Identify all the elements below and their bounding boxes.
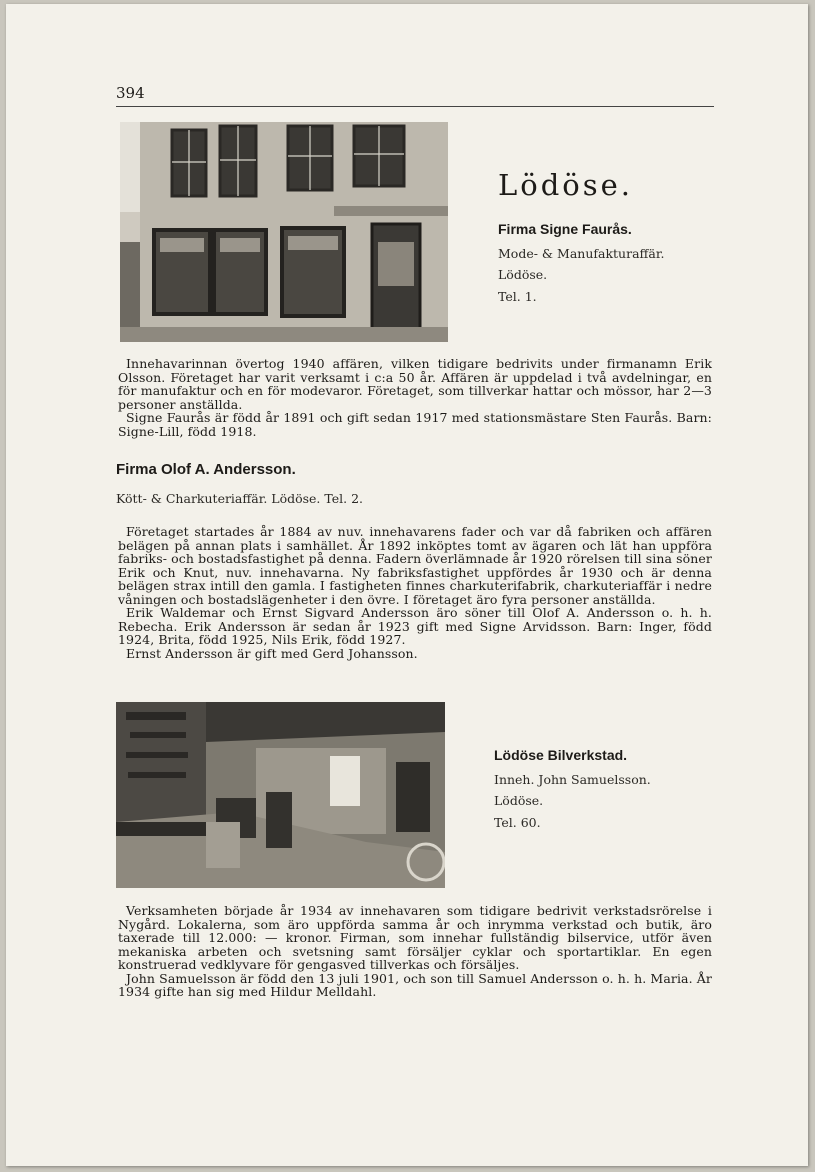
paragraph: John Samuelsson är född den 13 juli 1901, och son till Samuel Andersson o. h. h. Maria. År 1934 gifte han sig med Hildur Melldahl.: [118, 970, 712, 999]
firm3-text: [118, 904, 712, 999]
shop-building-photo: [120, 122, 448, 342]
firm3-detail-line: Inneh. John Samuelsson.: [494, 772, 651, 787]
paragraph: Verksamheten började år 1934 av innehavaren som tidigare bedrivit verkstadsrörelse i Nygård. Lokalerna, som äro uppförda samma år och inrymma verkstad och butik, äro taxerade till 12.000: — kronor. Firman, som innehar fullständig bilservice, utför även mekaniska arbeten och svetsning samt försäljer cyklar och sportartiklar. En egen konstruerad vedklyvare för gengasved tillverkas och försäljes.: [118, 903, 712, 972]
workshop-interior-photo: [116, 702, 445, 888]
firm3-detail-line: Tel. 60.: [494, 815, 541, 830]
paragraph: Erik Waldemar och Ernst Sigvard Andersson äro söner till Olof A. Andersson o. h. h. Rebecha. Erik Andersson är sedan år 1923 gift med Signe Arvidsson. Barn: Inger, född 1924, Brita, född 1925, Nils Erik, född 1927.: [118, 605, 712, 647]
firm1-text: [118, 357, 712, 438]
firm2-text: [118, 525, 712, 660]
firm2-details: Kött- & Charkuteriaffär. Lödöse. Tel. 2.: [116, 491, 364, 506]
paragraph: Ernst Andersson är gift med Gerd Johansson.: [126, 645, 418, 661]
firm1-detail-line: Lödöse.: [498, 267, 548, 282]
header-rule: [116, 106, 714, 107]
town-heading: Lödöse.: [498, 168, 634, 202]
paragraph: Signe Faurås är född år 1891 och gift sedan 1917 med stationsmästare Sten Faurås. Barn: Signe-Lill, född 1918.: [118, 410, 712, 439]
page-number: 394: [116, 84, 145, 102]
firm1-detail-line: Mode- & Manufakturaffär.: [498, 246, 665, 261]
paragraph: Innehavarinnan övertog 1940 affären, vilken tidigare bedrivits under firmanamn Erik Olsson. Företaget har varit verksamt i c:a 50 år. Affären är uppdelad i två avdelningar, en för manufaktur och en för modevaror. Företaget, som tillverkar hattar och mössor, har 2—3 personer anställda.: [118, 356, 712, 412]
firm1-name: Firma Signe Faurås.: [498, 221, 632, 237]
firm1-detail-line: Tel. 1.: [498, 289, 537, 304]
paragraph: Företaget startades år 1884 av nuv. innehavarens fader och var då fabriken och affären belägen på annan plats i samhället. År 1892 inköptes tomt av ägaren och lät han uppföra fabriks- och bostadsfastighet på denna. Fadern överlämnade år 1920 rörelsen till sina söner Erik och Knut, nuv. innehavarna. Ny fabriksfastighet uppfördes år 1930 och är denna belägen strax intill den gamla. I fastigheten finnes charkuterifabrik, charkuteriaffär i nedre våningen och bostadslägenheter i den övre. I företaget äro fyra personer anställda.: [118, 524, 712, 607]
firm3-detail-line: Lödöse.: [494, 793, 544, 808]
firm3-name: Lödöse Bilverkstad.: [494, 747, 628, 763]
firm2-name: Firma Olof A. Andersson.: [116, 461, 296, 478]
